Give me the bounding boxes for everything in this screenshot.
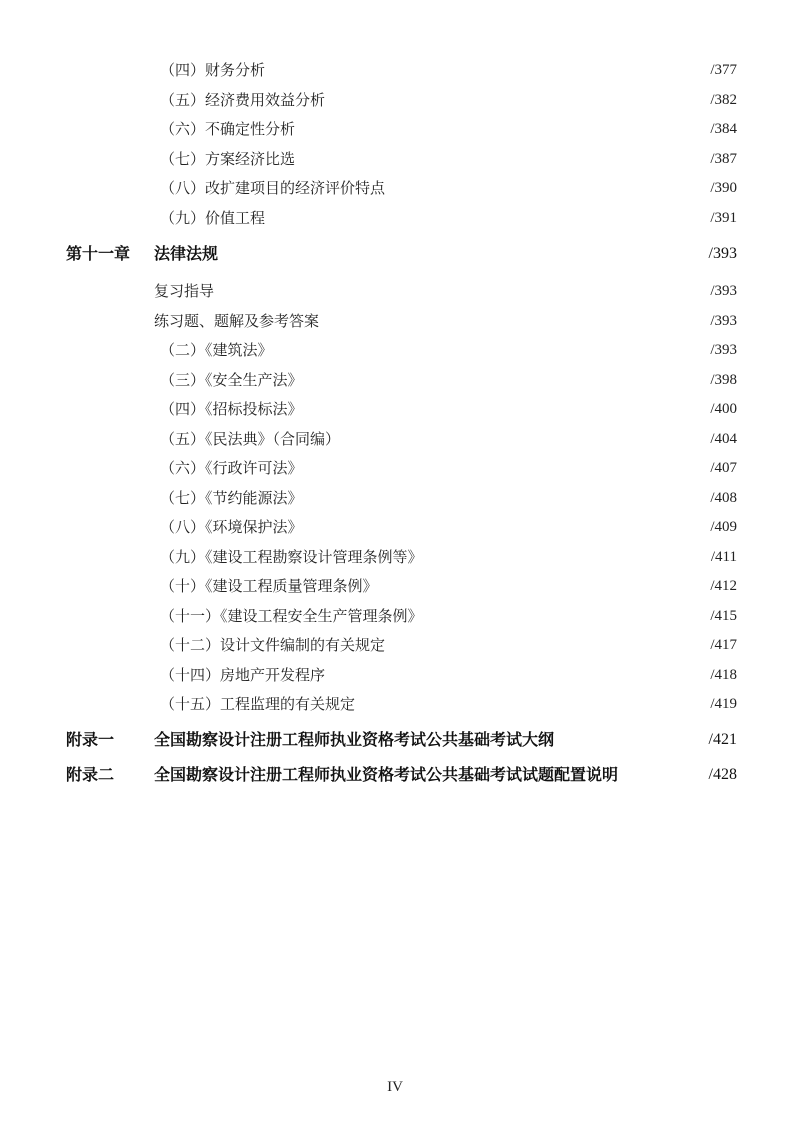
toc-entry-label: （十五）工程监理的有关规定 <box>160 695 356 713</box>
toc-entry-reconstruction[interactable] <box>0 176 790 200</box>
appendix-page: /421 <box>708 731 737 748</box>
toc-entry-label: （四）《招标投标法》 <box>160 400 303 418</box>
toc-entry-label: （六）《行政许可法》 <box>160 459 303 477</box>
toc-entry-page: /407 <box>710 460 737 476</box>
appendix-title: 全国勘察设计注册工程师执业资格考试公共基础考试大纲 <box>154 730 555 749</box>
toc-entry-page: /408 <box>710 490 737 506</box>
toc-entry-cost-benefit[interactable] <box>0 88 790 112</box>
appendix-number: 附录一 <box>66 730 115 749</box>
toc-appendix-1[interactable] <box>0 726 790 754</box>
toc-entry-page: /387 <box>710 151 737 167</box>
toc-entry-quality-regulation[interactable] <box>0 574 790 598</box>
toc-entry-label: （十四）房地产开发程序 <box>160 666 326 684</box>
toc-entry-page: /393 <box>710 283 737 299</box>
toc-entry-safety-regulation[interactable] <box>0 604 790 628</box>
toc-entry-page: /411 <box>710 549 737 565</box>
toc-entry-page: /409 <box>710 519 737 535</box>
toc-entry-label: （九）价值工程 <box>160 209 266 227</box>
toc-entry-page: /400 <box>710 401 737 417</box>
toc-entry-label: （七）《节约能源法》 <box>160 489 303 507</box>
toc-entry-design-documents[interactable] <box>0 633 790 657</box>
toc-entry-label: （八）改扩建项目的经济评价特点 <box>160 179 386 197</box>
toc-entry-bidding-law[interactable] <box>0 397 790 421</box>
toc-entry-page: /393 <box>710 313 737 329</box>
toc-entry-label: （十）《建设工程质量管理条例》 <box>160 577 378 595</box>
toc-entry-supervision[interactable] <box>0 692 790 716</box>
toc-entry-review-guide[interactable] <box>0 279 790 303</box>
toc-entry-page: /404 <box>710 431 737 447</box>
toc-entry-label: （八）《环境保护法》 <box>160 518 303 536</box>
toc-entry-safety-law[interactable] <box>0 368 790 392</box>
toc-entry-page: /390 <box>710 180 737 196</box>
toc-entry-label: （五）经济费用效益分析 <box>160 91 326 109</box>
toc-entry-label: （四）财务分析 <box>160 61 266 79</box>
toc-entry-label: （十二）设计文件编制的有关规定 <box>160 636 386 654</box>
toc-entry-label: （五）《民法典》（合同编） <box>160 430 341 448</box>
toc-entry-page: /382 <box>710 92 737 108</box>
toc-entry-financial-analysis[interactable] <box>0 58 790 82</box>
toc-appendix-2[interactable] <box>0 761 790 789</box>
toc-entry-page: /412 <box>710 578 737 594</box>
toc-entry-uncertainty[interactable] <box>0 117 790 141</box>
chapter-number: 第十一章 <box>66 244 131 263</box>
toc-entry-value-engineering[interactable] <box>0 206 790 230</box>
toc-entry-label: （十一）《建设工程安全生产管理条例》 <box>160 607 423 625</box>
appendix-page: /428 <box>708 766 737 783</box>
toc-entry-energy-law[interactable] <box>0 486 790 510</box>
toc-entry-page: /391 <box>710 210 737 226</box>
toc-entry-scheme-comparison[interactable] <box>0 147 790 171</box>
toc-entry-page: /415 <box>710 608 737 624</box>
toc-entry-page: /398 <box>710 372 737 388</box>
page-number: IV <box>387 1079 403 1095</box>
appendix-number: 附录二 <box>66 765 115 784</box>
toc-entry-construction-law[interactable] <box>0 338 790 362</box>
toc-entry-label: （七）方案经济比选 <box>160 150 296 168</box>
toc-entry-label: （三）《安全生产法》 <box>160 371 303 389</box>
toc-entry-licensing-law[interactable] <box>0 456 790 480</box>
toc-entry-label: 练习题、题解及参考答案 <box>154 312 320 330</box>
toc-entry-page: /377 <box>710 62 737 78</box>
toc-entry-environment-law[interactable] <box>0 515 790 539</box>
toc-chapter-11[interactable] <box>0 240 790 268</box>
toc-entry-survey-design-regulation[interactable] <box>0 545 790 569</box>
chapter-page: /393 <box>708 245 737 262</box>
toc-entry-label: （六）不确定性分析 <box>160 120 296 138</box>
toc-entry-real-estate[interactable] <box>0 663 790 687</box>
toc-entry-label: （二）《建筑法》 <box>160 341 273 359</box>
toc-entry-civil-code[interactable] <box>0 427 790 451</box>
chapter-title: 法律法规 <box>154 244 219 263</box>
appendix-title: 全国勘察设计注册工程师执业资格考试公共基础考试试题配置说明 <box>154 765 619 784</box>
toc-entry-label: （九）《建设工程勘察设计管理条例等》 <box>160 548 423 566</box>
toc-entry-page: /417 <box>710 637 737 653</box>
toc-entry-page: /419 <box>710 696 737 712</box>
toc-entry-page: /384 <box>710 121 737 137</box>
toc-entry-page: /418 <box>710 667 737 683</box>
toc-entry-label: 复习指导 <box>154 282 215 300</box>
toc-entry-exercises[interactable] <box>0 309 790 333</box>
toc-entry-page: /393 <box>710 342 737 358</box>
